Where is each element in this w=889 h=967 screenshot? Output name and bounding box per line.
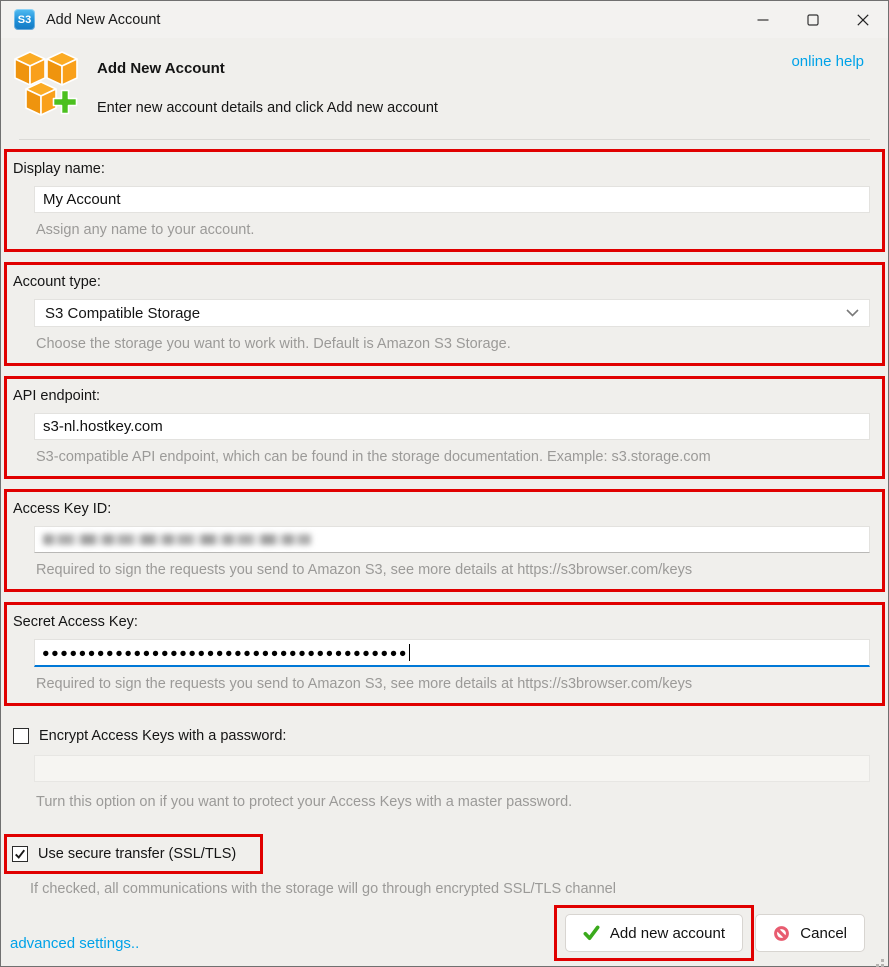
titlebar: [1, 1, 888, 38]
red-prohibition-icon: [773, 925, 790, 942]
header-divider: [19, 139, 870, 140]
display-name-hint: Assign any name to your account.: [36, 222, 255, 238]
encrypt-keys-label: Encrypt Access Keys with a password:: [39, 728, 287, 744]
encrypt-password-input[interactable]: [34, 755, 870, 782]
close-button[interactable]: [838, 1, 888, 38]
text-cursor: [409, 644, 410, 661]
header-title: Add New Account: [97, 60, 225, 77]
add-button-annotation: [554, 905, 754, 961]
api-endpoint-hint: S3-compatible API endpoint, which can be found in the storage documentation. Example: s3.storage.com: [36, 449, 711, 465]
api-endpoint-label: API endpoint:: [13, 388, 101, 404]
secret-access-key-input[interactable]: [34, 639, 870, 667]
account-type-value: S3 Compatible Storage: [45, 304, 201, 322]
api-endpoint-section-annotation: [4, 376, 885, 479]
minimize-icon: [757, 14, 769, 26]
dialog-header: [1, 38, 888, 140]
encrypt-keys-hint: Turn this option on if you want to protect your Access Keys with a master password.: [36, 794, 573, 810]
green-check-icon: [583, 925, 600, 941]
chevron-down-icon: [846, 309, 859, 317]
account-type-hint: Choose the storage you want to work with. Default is Amazon S3 Storage.: [36, 336, 511, 352]
account-type-select[interactable]: [34, 299, 870, 327]
dialog-footer: [1, 882, 888, 966]
maximize-icon: [807, 14, 819, 26]
access-key-id-input[interactable]: [34, 526, 870, 553]
close-icon: [857, 14, 869, 26]
online-help-link[interactable]: online help: [791, 53, 864, 70]
cancel-button[interactable]: [755, 914, 865, 952]
s3-cubes-add-icon: [13, 50, 81, 123]
form-body: [1, 140, 888, 897]
masked-secret-value: ●●●●●●●●●●●●●●●●●●●●●●●●●●●●●●●●●●●●●●●●: [42, 645, 409, 660]
s3-app-icon: S3: [14, 9, 35, 30]
secure-transfer-label: Use secure transfer (SSL/TLS): [38, 846, 237, 862]
advanced-settings-link[interactable]: advanced settings..: [10, 935, 140, 952]
resize-grip[interactable]: [881, 959, 884, 962]
window-controls: [738, 1, 888, 38]
secret-access-key-hint: Required to sign the requests you send to Amazon S3, see more details at https://s3browser.com/keys: [36, 676, 693, 692]
secret-access-key-section-annotation: [4, 602, 885, 706]
secret-access-key-label: Secret Access Key:: [13, 614, 138, 630]
encrypt-keys-checkbox[interactable]: [13, 728, 29, 744]
minimize-button[interactable]: [738, 1, 788, 38]
access-key-id-section-annotation: [4, 489, 885, 592]
access-key-id-label: Access Key ID:: [13, 501, 112, 517]
secure-transfer-checkbox[interactable]: [12, 846, 28, 862]
header-subtitle: Enter new account details and click Add new account: [97, 100, 438, 116]
encrypt-keys-section: [4, 716, 885, 824]
redacted-access-key-value: [43, 534, 311, 545]
cancel-button-label: Cancel: [800, 924, 847, 942]
display-name-input[interactable]: [34, 186, 870, 213]
display-name-section-annotation: [4, 149, 885, 252]
account-type-label: Account type:: [13, 274, 101, 290]
window-title: Add New Account: [46, 11, 161, 28]
access-key-id-hint: Required to sign the requests you send to Amazon S3, see more details at https://s3browser.com/keys: [36, 562, 693, 578]
account-type-section-annotation: [4, 262, 885, 366]
display-name-label: Display name:: [13, 161, 105, 177]
secure-transfer-hint: If checked, all communications with the storage will go through encrypted SSL/TLS channel: [30, 881, 616, 897]
add-new-account-button[interactable]: [565, 914, 743, 952]
maximize-button[interactable]: [788, 1, 838, 38]
api-endpoint-input[interactable]: [34, 413, 870, 440]
add-button-label: Add new account: [609, 924, 725, 942]
checkmark-icon: [14, 848, 26, 860]
secure-transfer-annotation: [4, 834, 263, 874]
